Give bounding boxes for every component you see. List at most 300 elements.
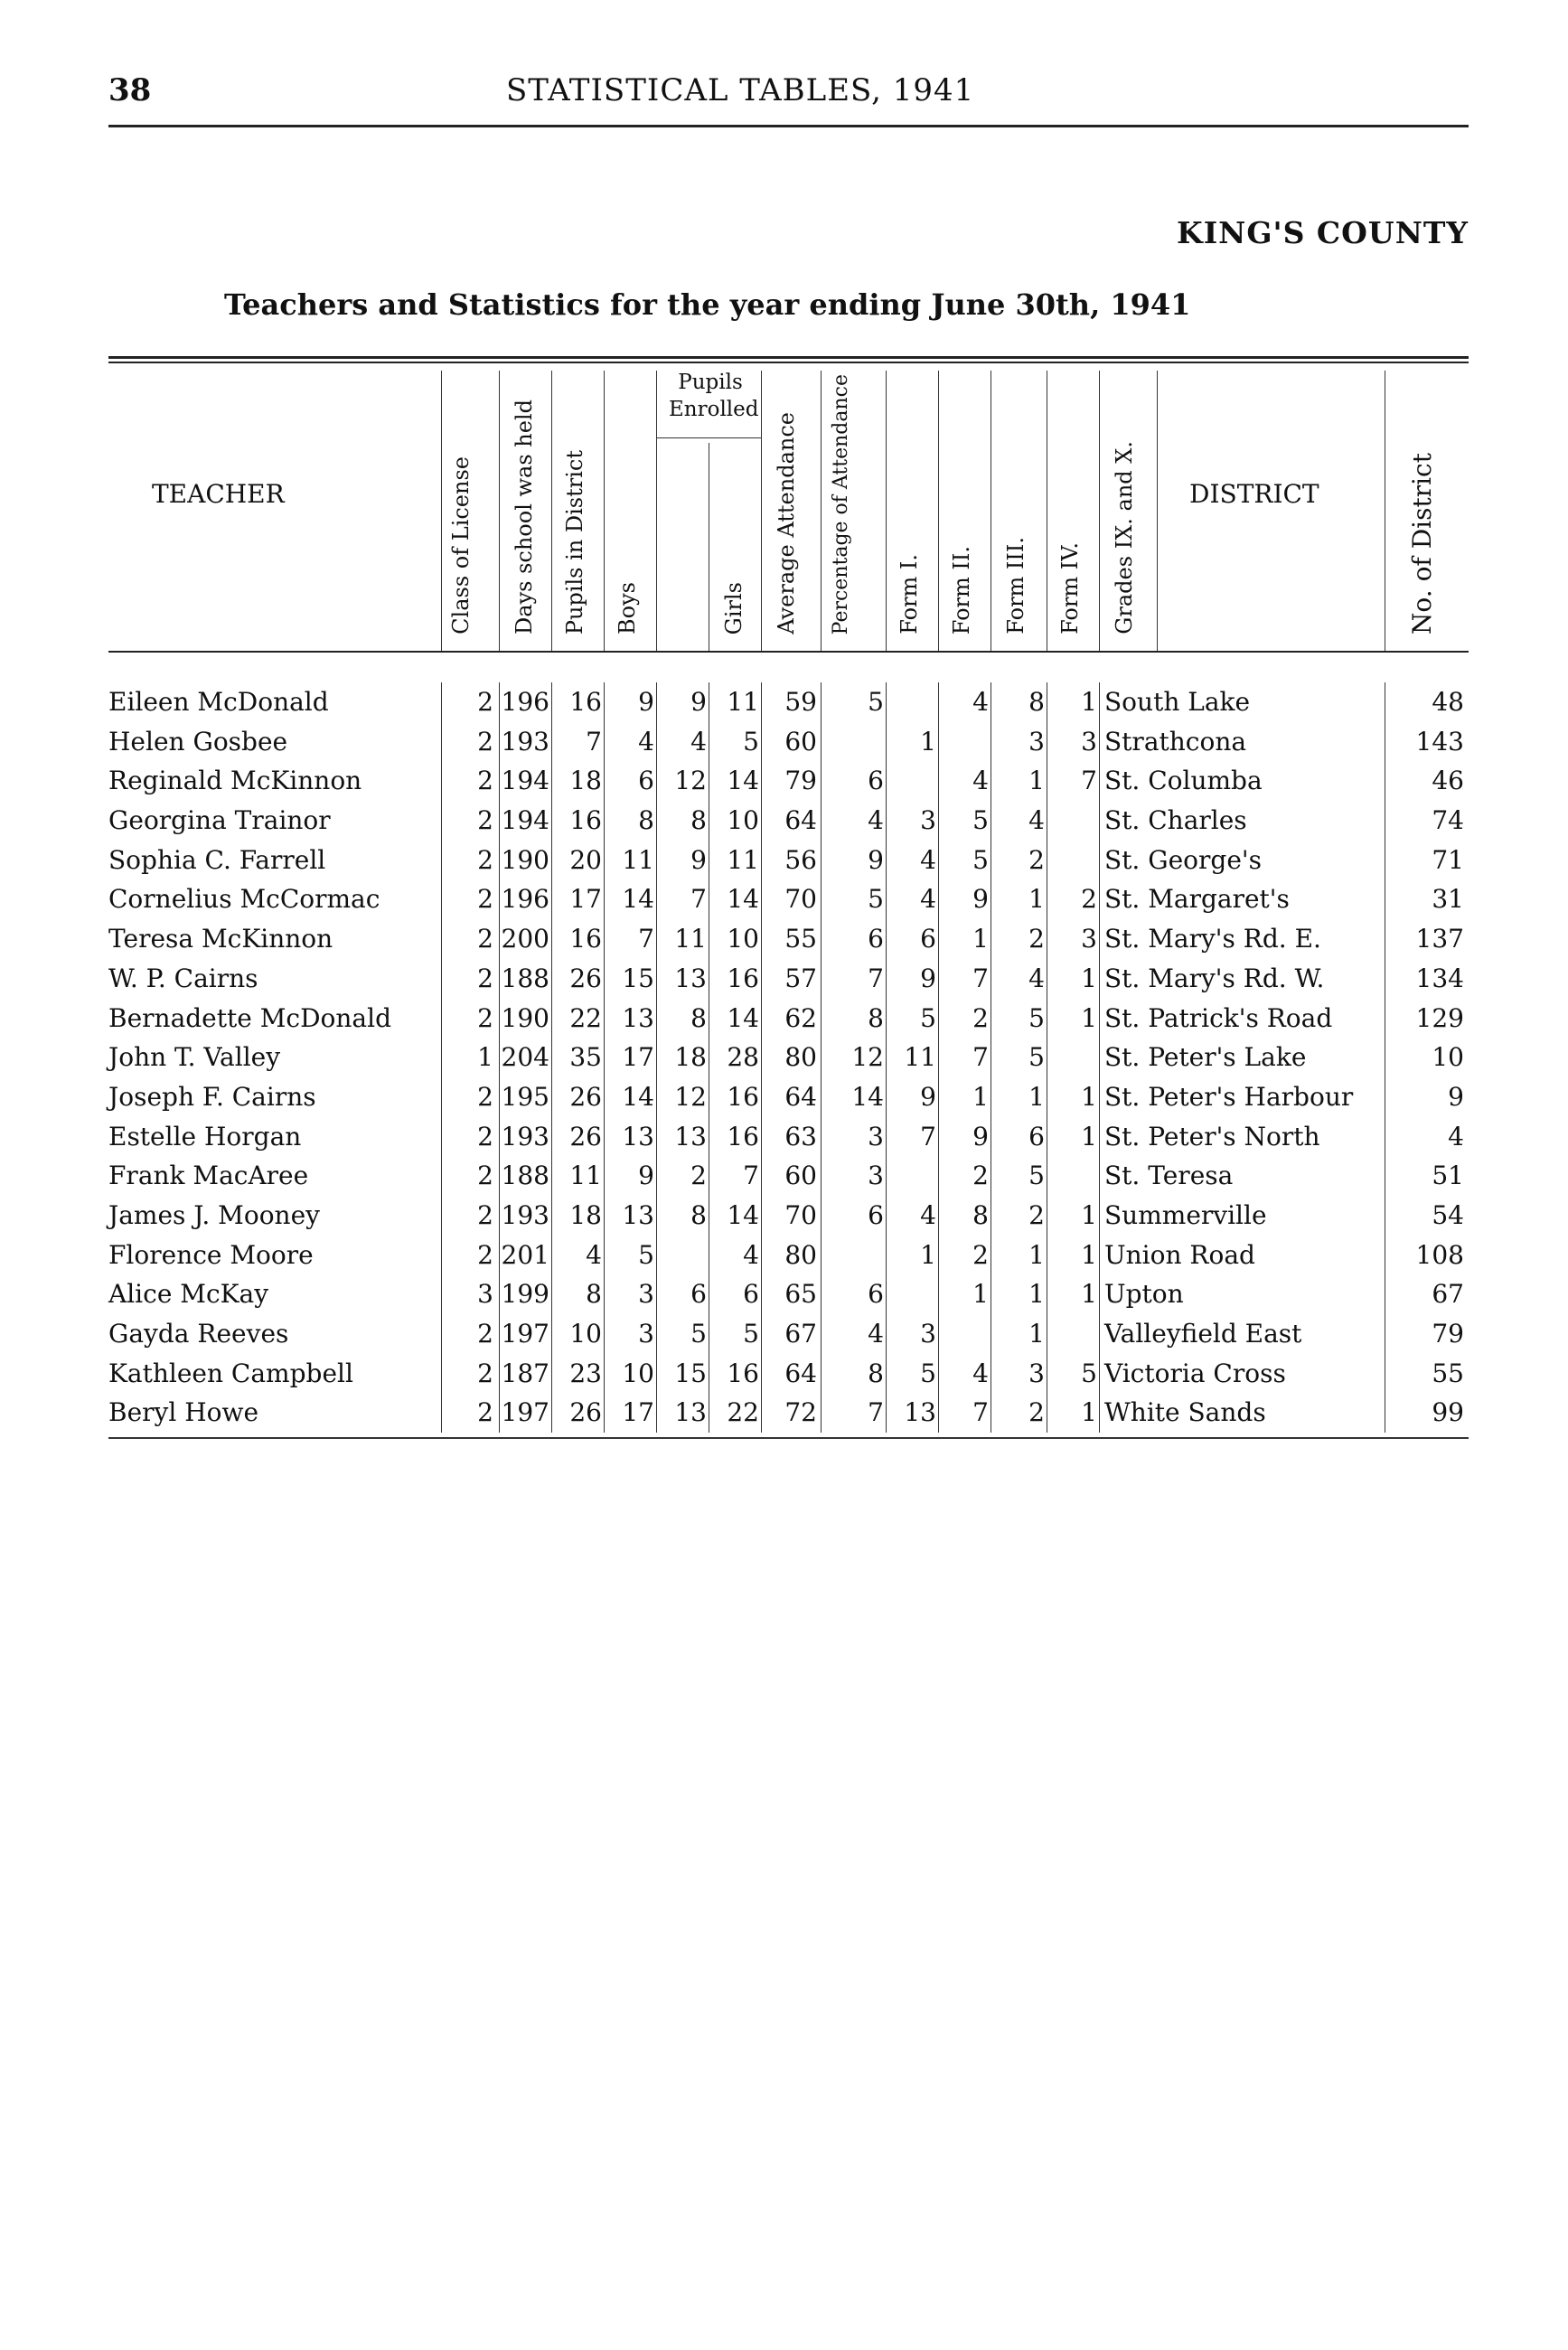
column-divider [886, 1077, 887, 1117]
header-no-of-district: No. of District [1407, 452, 1437, 634]
cell-g9: 3 [1081, 924, 1097, 954]
cell-girls: 13 [674, 1121, 707, 1152]
cell-avg: 5 [743, 726, 759, 757]
column-divider [441, 722, 442, 762]
column-divider [886, 999, 887, 1039]
column-divider [938, 761, 939, 801]
page-number: 38 [108, 72, 152, 108]
cell-pupils: 17 [569, 884, 602, 915]
cell-no: 143 [1415, 726, 1464, 757]
table-row [108, 1038, 1469, 1077]
column-divider [656, 801, 657, 841]
district-name: St. Mary's Rd. E. [1104, 924, 1321, 954]
header-class-of-license: Class of License [448, 456, 474, 634]
cell-f4: 1 [1028, 766, 1045, 796]
cell-f4: 4 [1028, 963, 1045, 993]
header-form-2: Form II. [949, 545, 974, 634]
column-divider [761, 1038, 762, 1077]
cell-f2: 3 [920, 1319, 936, 1349]
cell-boys: 7 [638, 924, 654, 954]
cell-pupils: 18 [569, 766, 602, 796]
cell-license: 2 [477, 1319, 493, 1349]
header-teacher: TEACHER [152, 479, 285, 509]
district-name: St. Charles [1104, 805, 1247, 836]
cell-pct: 80 [784, 1239, 817, 1270]
cell-no: 71 [1432, 844, 1464, 875]
cell-no: 10 [1432, 1042, 1464, 1073]
header-grades-9-10: Grades IX. and X. [1112, 441, 1137, 634]
cell-f4: 4 [1028, 805, 1045, 836]
cell-f4: 2 [1028, 1199, 1045, 1230]
header-pupils-in-district: Pupils in District [562, 449, 587, 634]
column-divider [441, 959, 442, 999]
column-divider [441, 1117, 442, 1157]
column-divider [1099, 999, 1100, 1039]
teacher-name: Bernadette McDonald [108, 1002, 391, 1033]
column-divider [551, 1393, 552, 1433]
column-divider [886, 919, 887, 959]
header-divider [499, 371, 500, 651]
cell-f2: 3 [920, 805, 936, 836]
column-divider [551, 801, 552, 841]
cell-no: 99 [1432, 1397, 1464, 1428]
column-divider [821, 919, 822, 959]
cell-f4: 1 [1028, 884, 1045, 915]
cell-f1: 3 [868, 1121, 884, 1152]
cell-avg: 11 [727, 687, 759, 717]
cell-no: 79 [1432, 1319, 1464, 1349]
column-divider [604, 682, 605, 722]
cell-no: 46 [1432, 766, 1464, 796]
column-divider [938, 959, 939, 999]
cell-avg: 14 [727, 884, 759, 915]
column-divider [551, 1314, 552, 1354]
column-divider [821, 1393, 822, 1433]
header-percentage-attendance: Percentage of Attendance [830, 373, 852, 634]
cell-pupils: 16 [569, 805, 602, 836]
cell-f2: 1 [920, 1239, 936, 1270]
cell-f1: 6 [868, 766, 884, 796]
column-divider [551, 841, 552, 880]
column-divider [656, 1354, 657, 1394]
column-divider [499, 1314, 500, 1354]
cell-girls: 5 [690, 1319, 707, 1349]
cell-f1: 6 [868, 1199, 884, 1230]
column-divider [1099, 1038, 1100, 1077]
cell-f3: 1 [972, 1081, 989, 1112]
header-form-4: Form IV. [1057, 542, 1083, 634]
header-divider [656, 371, 657, 651]
column-divider [761, 1236, 762, 1275]
header-boys: Boys [615, 582, 640, 634]
column-divider [656, 879, 657, 919]
cell-no: 31 [1432, 884, 1464, 915]
district-name: Valleyfield East [1104, 1319, 1302, 1349]
header-divider [604, 371, 605, 651]
cell-f1: 14 [851, 1081, 884, 1112]
cell-boys: 17 [622, 1397, 654, 1428]
district-name: St. Patrick's Road [1104, 1002, 1333, 1033]
column-divider [656, 1117, 657, 1157]
header-form-1: Form I. [897, 554, 922, 634]
cell-girls: 11 [674, 924, 707, 954]
cell-boys: 3 [638, 1279, 654, 1310]
cell-no: 108 [1415, 1239, 1464, 1270]
header-average-attendance: Average Attendance [774, 412, 799, 634]
column-divider [938, 879, 939, 919]
cell-avg: 16 [727, 1121, 759, 1152]
cell-girls: 12 [674, 1081, 707, 1112]
column-divider [441, 1038, 442, 1077]
column-divider [886, 761, 887, 801]
cell-no: 4 [1448, 1121, 1464, 1152]
cell-boys: 8 [638, 805, 654, 836]
page-header [108, 72, 1469, 127]
teacher-name: Teresa McKinnon [108, 924, 333, 954]
column-divider [886, 722, 887, 762]
cell-f3: 9 [972, 1121, 989, 1152]
header-divider [1099, 371, 1100, 651]
cell-pct: 70 [784, 1199, 817, 1230]
cell-f4: 8 [1028, 687, 1045, 717]
cell-boys: 15 [622, 963, 654, 993]
cell-avg: 10 [727, 924, 759, 954]
column-divider [886, 1038, 887, 1077]
cell-f3: 2 [972, 1002, 989, 1033]
cell-f3: 1 [972, 924, 989, 954]
teacher-name: Alice McKay [108, 1279, 269, 1310]
column-divider [499, 1274, 500, 1314]
cell-avg: 4 [743, 1239, 759, 1270]
column-divider [821, 1354, 822, 1394]
column-divider [656, 1196, 657, 1236]
cell-girls: 9 [690, 844, 707, 875]
district-name: St. Teresa [1104, 1161, 1234, 1191]
column-divider [604, 722, 605, 762]
column-divider [761, 1393, 762, 1433]
column-divider [604, 801, 605, 841]
cell-license: 2 [477, 1358, 493, 1388]
column-divider [441, 761, 442, 801]
column-divider [499, 1354, 500, 1394]
teacher-name: Gayda Reeves [108, 1319, 289, 1349]
column-divider [938, 1196, 939, 1236]
column-divider [499, 919, 500, 959]
column-divider [1099, 1117, 1100, 1157]
cell-license: 1 [477, 1042, 493, 1073]
cell-f2: 9 [920, 963, 936, 993]
column-divider [499, 841, 500, 880]
cell-girls: 13 [674, 1397, 707, 1428]
column-divider [656, 1274, 657, 1314]
column-divider [656, 841, 657, 880]
cell-f1: 5 [868, 884, 884, 915]
column-divider [499, 1196, 500, 1236]
cell-f1: 7 [868, 1397, 884, 1428]
table-row [108, 761, 1469, 801]
column-divider [656, 761, 657, 801]
cell-days: 190 [501, 844, 549, 875]
cell-pupils: 10 [569, 1319, 602, 1349]
table-row [108, 682, 1469, 722]
cell-pupils: 4 [586, 1239, 602, 1270]
cell-pct: 64 [784, 1358, 817, 1388]
cell-f1: 7 [868, 963, 884, 993]
column-divider [821, 722, 822, 762]
column-divider [821, 959, 822, 999]
column-divider [821, 841, 822, 880]
teacher-name: Sophia C. Farrell [108, 844, 326, 875]
district-name: St. Peter's Harbour [1104, 1081, 1354, 1112]
teacher-name: Cornelius McCormac [108, 884, 380, 915]
cell-no: 134 [1415, 963, 1464, 993]
cell-f4: 5 [1028, 1161, 1045, 1191]
cell-boys: 14 [622, 1081, 654, 1112]
cell-avg: 16 [727, 1358, 759, 1388]
cell-g9: 5 [1081, 1358, 1097, 1388]
cell-g9: 1 [1081, 687, 1097, 717]
column-divider [604, 879, 605, 919]
cell-license: 2 [477, 924, 493, 954]
column-divider [551, 1117, 552, 1157]
column-divider [886, 959, 887, 999]
pupils-enrolled-underline [656, 437, 761, 438]
column-divider [821, 1156, 822, 1196]
cell-f3: 7 [972, 1042, 989, 1073]
column-divider [441, 1077, 442, 1117]
cell-avg: 5 [743, 1319, 759, 1349]
cell-days: 194 [501, 805, 549, 836]
column-divider [551, 999, 552, 1039]
cell-days: 200 [501, 924, 549, 954]
cell-f2: 5 [920, 1002, 936, 1033]
district-name: White Sands [1104, 1397, 1266, 1428]
column-divider [604, 1314, 605, 1354]
teacher-name: Beryl Howe [108, 1397, 259, 1428]
column-divider [499, 1038, 500, 1077]
teacher-name: Frank MacAree [108, 1161, 309, 1191]
column-divider [1099, 682, 1100, 722]
cell-pct: 72 [784, 1397, 817, 1428]
district-name: Victoria Cross [1104, 1358, 1286, 1388]
cell-g9: 1 [1081, 1121, 1097, 1152]
cell-pct: 59 [784, 687, 817, 717]
cell-f3: 1 [972, 1279, 989, 1310]
table-header [108, 363, 1469, 651]
column-divider [938, 801, 939, 841]
column-divider [551, 1354, 552, 1394]
cell-pct: 67 [784, 1319, 817, 1349]
column-divider [1099, 841, 1100, 880]
cell-f4: 1 [1028, 1319, 1045, 1349]
cell-pct: 57 [784, 963, 817, 993]
cell-no: 54 [1432, 1199, 1464, 1230]
cell-avg: 16 [727, 1081, 759, 1112]
cell-days: 193 [501, 726, 549, 757]
table-row [108, 1236, 1469, 1275]
cell-boys: 6 [638, 766, 654, 796]
column-divider [1099, 1314, 1100, 1354]
column-divider [499, 682, 500, 722]
cell-f2: 9 [920, 1081, 936, 1112]
cell-avg: 16 [727, 963, 759, 993]
table-header-rule [108, 651, 1469, 653]
cell-days: 196 [501, 884, 549, 915]
cell-f3: 7 [972, 963, 989, 993]
cell-f4: 6 [1028, 1121, 1045, 1152]
table-row [108, 801, 1469, 841]
column-divider [886, 1196, 887, 1236]
teacher-name: Eileen McDonald [108, 687, 329, 717]
cell-girls: 7 [690, 884, 707, 915]
column-divider [1099, 879, 1100, 919]
cell-f4: 1 [1028, 1239, 1045, 1270]
column-divider [821, 1038, 822, 1077]
running-head: STATISTICAL TABLES, 1941 [506, 72, 975, 108]
cell-avg: 14 [727, 1002, 759, 1033]
column-divider [604, 1274, 605, 1314]
column-divider [938, 1274, 939, 1314]
cell-boys: 4 [638, 726, 654, 757]
cell-days: 195 [501, 1081, 549, 1112]
cell-g9: 1 [1081, 963, 1097, 993]
cell-days: 197 [501, 1319, 549, 1349]
column-divider [886, 841, 887, 880]
cell-boys: 14 [622, 884, 654, 915]
cell-pct: 60 [784, 1161, 817, 1191]
cell-girls: 18 [674, 1042, 707, 1073]
column-divider [441, 1236, 442, 1275]
cell-g9: 1 [1081, 1081, 1097, 1112]
cell-f3: 4 [972, 766, 989, 796]
cell-boys: 3 [638, 1319, 654, 1349]
cell-f2: 5 [920, 1358, 936, 1388]
cell-no: 129 [1415, 1002, 1464, 1033]
cell-license: 2 [477, 1397, 493, 1428]
cell-f3: 2 [972, 1161, 989, 1191]
column-divider [821, 761, 822, 801]
column-divider [551, 1156, 552, 1196]
cell-f3: 4 [972, 1358, 989, 1388]
cell-girls: 8 [690, 1002, 707, 1033]
column-divider [1099, 1196, 1100, 1236]
column-divider [441, 1354, 442, 1394]
column-divider [604, 1156, 605, 1196]
column-divider [821, 682, 822, 722]
column-divider [551, 1196, 552, 1236]
cell-f2: 13 [904, 1397, 936, 1428]
cell-g9: 7 [1081, 766, 1097, 796]
column-divider [938, 1077, 939, 1117]
cell-girls: 8 [690, 1199, 707, 1230]
cell-license: 2 [477, 687, 493, 717]
cell-f3: 8 [972, 1199, 989, 1230]
teacher-name: Helen Gosbee [108, 726, 288, 757]
cell-f1: 8 [868, 1002, 884, 1033]
table-row [108, 722, 1469, 762]
column-divider [886, 1314, 887, 1354]
cell-days: 190 [501, 1002, 549, 1033]
cell-days: 197 [501, 1397, 549, 1428]
teacher-name: Kathleen Campbell [108, 1358, 353, 1388]
cell-pupils: 16 [569, 924, 602, 954]
header-divider [821, 371, 822, 651]
column-divider [761, 1077, 762, 1117]
cell-pct: 65 [784, 1279, 817, 1310]
teacher-name: Joseph F. Cairns [108, 1081, 316, 1112]
cell-g9: 1 [1081, 1002, 1097, 1033]
district-name: St. Columba [1104, 766, 1263, 796]
column-divider [886, 1354, 887, 1394]
cell-days: 199 [501, 1279, 549, 1310]
column-divider [604, 1117, 605, 1157]
cell-pct: 55 [784, 924, 817, 954]
column-divider [604, 1393, 605, 1433]
column-divider [656, 959, 657, 999]
column-divider [656, 1038, 657, 1077]
cell-f1: 6 [868, 924, 884, 954]
column-divider [551, 1236, 552, 1275]
teacher-name: Florence Moore [108, 1239, 314, 1270]
column-divider [938, 1354, 939, 1394]
column-divider [1099, 1393, 1100, 1433]
district-name: Upton [1104, 1279, 1184, 1310]
table-subtitle: Teachers and Statistics for the year ending June 30th, 1941 [224, 287, 1191, 322]
column-divider [938, 1393, 939, 1433]
column-divider [441, 919, 442, 959]
header-pupils-enrolled: Pupils Enrolled [669, 371, 759, 421]
column-divider [551, 761, 552, 801]
column-divider [1099, 761, 1100, 801]
column-divider [441, 879, 442, 919]
column-divider [441, 1156, 442, 1196]
column-divider [761, 801, 762, 841]
column-divider [1099, 1354, 1100, 1394]
cell-avg: 6 [743, 1279, 759, 1310]
column-divider [938, 722, 939, 762]
column-divider [656, 919, 657, 959]
table-row [108, 959, 1469, 999]
column-divider [761, 1314, 762, 1354]
column-divider [821, 1274, 822, 1314]
district-name: St. Peter's Lake [1104, 1042, 1307, 1073]
header-divider [886, 371, 887, 651]
district-name: St. Mary's Rd. W. [1104, 963, 1325, 993]
cell-f4: 5 [1028, 1042, 1045, 1073]
cell-avg: 10 [727, 805, 759, 836]
column-divider [499, 1077, 500, 1117]
column-divider [761, 1274, 762, 1314]
cell-f4: 3 [1028, 1358, 1045, 1388]
column-divider [499, 722, 500, 762]
cell-g9: 1 [1081, 1397, 1097, 1428]
column-divider [886, 801, 887, 841]
column-divider [821, 1077, 822, 1117]
column-divider [499, 1156, 500, 1196]
cell-avg: 7 [743, 1161, 759, 1191]
column-divider [604, 1354, 605, 1394]
district-name: Union Road [1104, 1239, 1255, 1270]
cell-pct: 62 [784, 1002, 817, 1033]
cell-f4: 2 [1028, 924, 1045, 954]
column-divider [656, 999, 657, 1039]
header-divider [1157, 371, 1158, 651]
cell-g9: 1 [1081, 1279, 1097, 1310]
column-divider [1099, 1077, 1100, 1117]
cell-f4: 1 [1028, 1081, 1045, 1112]
table-row [108, 1156, 1469, 1196]
column-divider [938, 1236, 939, 1275]
